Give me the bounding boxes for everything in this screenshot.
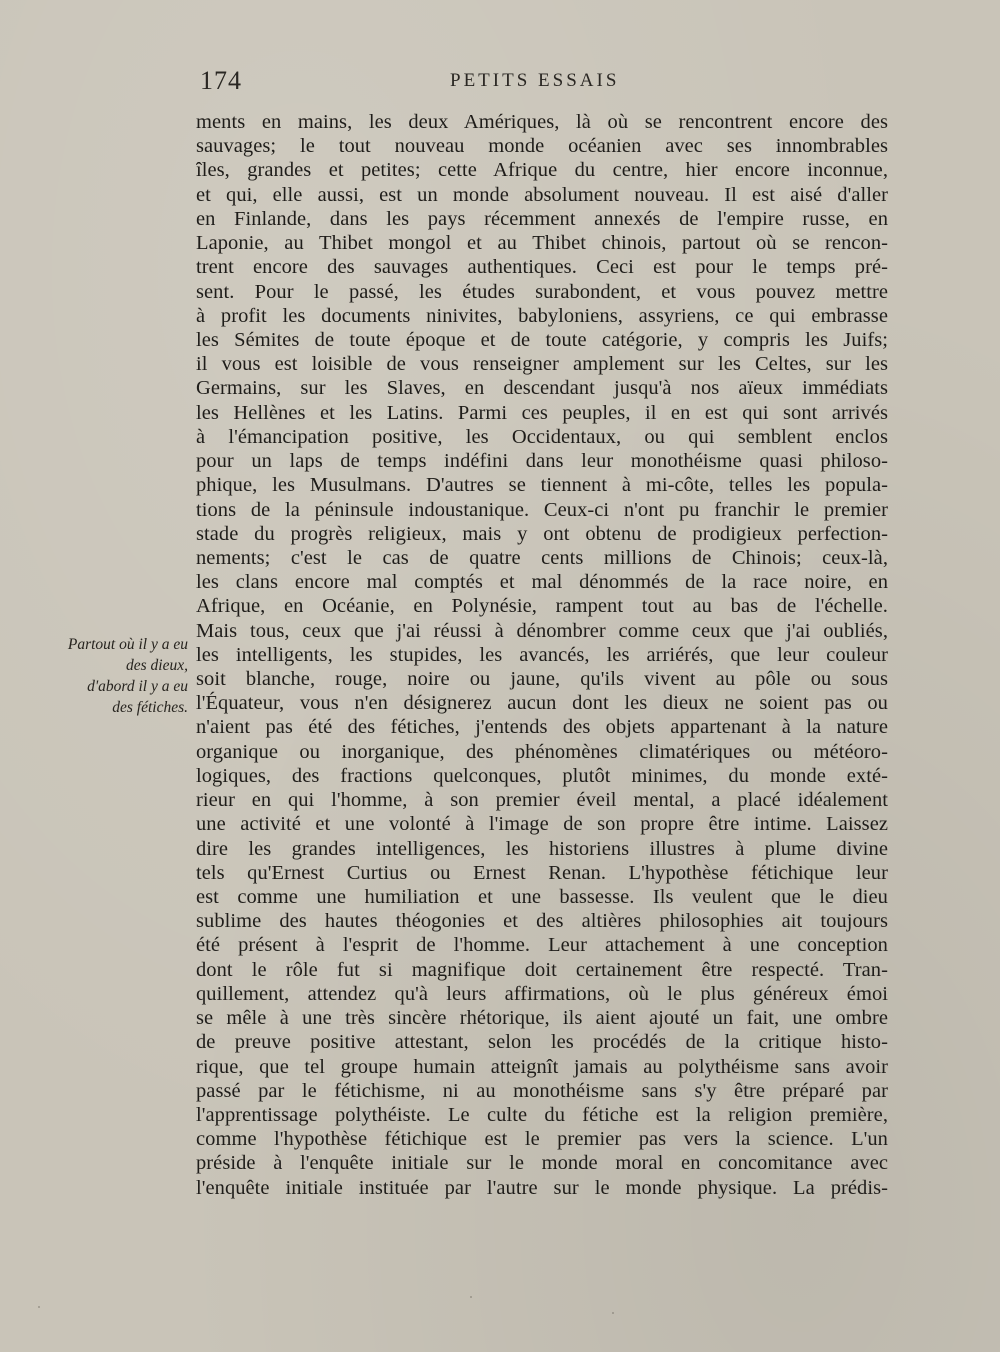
body-line: sublime des hautes théogonies et des altières philosophies ait toujours [196, 910, 888, 933]
body-line: les Sémites de toute époque et de toute catégorie, y compris les Juifs; [196, 328, 888, 351]
body-line: rieur en qui l'homme, à son premier éveil mental, a placé idéalement [196, 789, 888, 812]
body-line: Afrique, en Océanie, en Polynésie, rampent tout au bas de l'échelle. [196, 595, 888, 618]
body-line: l'Équateur, vous n'en désignerez aucun dont les dieux ne soient pas ou [196, 692, 888, 715]
body-line: logiques, des fractions quelconques, plutôt minimes, du monde exté- [196, 764, 888, 787]
body-line: ments en mains, les deux Amériques, là où se rencontrent encore des [196, 111, 888, 133]
body-line: îles, grandes et petites; cette Afrique du centre, hier encore inconnue, [196, 159, 888, 182]
body-line: dont le rôle fut si magnifique doit certainement être respecté. Tran- [196, 958, 888, 981]
body-line: stade du progrès religieux, mais y ont obtenu de prodigieux perfection- [196, 522, 888, 545]
body-text [196, 110, 888, 1200]
body-line: à l'émancipation positive, les Occidentaux, ou qui semblent enclos [196, 425, 888, 448]
body-line: il vous est loisible de vous renseigner amplement sur les Celtes, sur les [196, 353, 888, 376]
body-line: rique, que tel groupe humain atteignît jamais au polythéisme sans avoir [196, 1055, 888, 1078]
body-line: soit blanche, rouge, noire ou jaune, qu'ils vivent au pôle ou sous [196, 668, 888, 691]
body-line: les clans encore mal comptés et mal dénommés de la race noire, en [196, 571, 888, 594]
body-line: tels qu'Ernest Curtius ou Ernest Renan. L'hypothèse fétichique leur [196, 861, 888, 884]
body-line: l'enquête initiale instituée par l'autre sur le monde physique. La prédis- [196, 1176, 888, 1199]
body-line: tions de la péninsule indoustanique. Ceux-ci n'ont pu franchir le premier [196, 498, 888, 521]
running-head [200, 66, 890, 98]
body-line: se mêle à une très sincère rhétorique, ils aient ajouté un fait, une ombre [196, 1007, 888, 1030]
margin-note-line: des fétiches. [112, 699, 188, 716]
margin-note-line: des dieux, [126, 657, 188, 674]
margin-note-line: Partout où il y a eu [67, 636, 188, 653]
body-line: l'apprentissage polythéiste. Le culte du fétiche est la religion première, [196, 1103, 888, 1126]
body-line: été présent à l'esprit de l'homme. Leur attachement à une conception [196, 934, 888, 957]
body-line: Laponie, au Thibet mongol et au Thibet chinois, partout où se rencon- [196, 232, 888, 255]
margin-note [58, 634, 188, 718]
body-line: est comme une humiliation et une bassesse. Ils veulent que le dieu [196, 886, 888, 908]
body-line: passé par le fétichisme, ni au monothéisme sans s'y être préparé par [196, 1079, 888, 1102]
page-number: 174 [200, 66, 242, 95]
paper-speck [470, 1296, 472, 1298]
body-line: phique, les Musulmans. D'autres se tiennent à mi-côte, telles les popula- [196, 474, 888, 497]
body-line: sauvages; le tout nouveau monde océanien avec ses innombrables [196, 135, 888, 158]
body-line: une activité et une volonté à l'image de son propre être intime. Laissez [196, 813, 888, 836]
body-line: les Hellènes et les Latins. Parmi ces peuples, il en est qui sont arrivés [196, 401, 888, 424]
body-line: dire les grandes intelligences, les historiens illustres à plume divine [196, 837, 888, 860]
body-line: trent encore des sauvages authentiques. Ceci est pour le temps pré- [196, 256, 888, 279]
paper-speck [38, 1306, 40, 1308]
body-line: nements; c'est le cas de quatre cents millions de Chinois; ceux-là, [196, 546, 888, 569]
running-title: PETITS ESSAIS [450, 70, 620, 91]
paper-speck [612, 1312, 614, 1314]
body-line: quillement, attendez qu'à leurs affirmations, où le plus généreux émoi [196, 982, 888, 1005]
body-line: les intelligents, les stupides, les avancés, les arriérés, que leur couleur [196, 643, 888, 666]
body-line: Mais tous, ceux que j'ai réussi à dénombrer comme ceux que j'ai oubliés, [196, 619, 888, 642]
body-line: de preuve positive attestant, selon les procédés de la critique histo- [196, 1031, 888, 1054]
body-line: Germains, sur les Slaves, en descendant jusqu'à nos aïeux immédiats [196, 377, 888, 400]
body-line: sent. Pour le passé, les études surabondent, et vous pouvez mettre [196, 280, 888, 303]
body-line: pour un laps de temps indéfini dans leur monothéisme quasi philoso- [196, 450, 888, 473]
body-line: en Finlande, dans les pays récemment annexés de l'empire russe, en [196, 207, 888, 230]
margin-note-line: d'abord il y a eu [87, 678, 188, 695]
body-line: n'aient pas été des fétiches, j'entends des objets appartenant à la nature [196, 716, 888, 739]
body-line: organique ou inorganique, des phénomènes climatériques ou météoro- [196, 740, 888, 763]
body-line: et qui, elle aussi, est un monde absolument nouveau. Il est aisé d'aller [196, 183, 888, 206]
body-line: comme l'hypothèse fétichique est le premier pas vers la science. L'un [196, 1128, 888, 1151]
body-line: préside à l'enquête initiale sur le monde moral en concomitance avec [196, 1152, 888, 1175]
body-line: à profit les documents ninivites, babyloniens, assyriens, ce qui embrasse [196, 304, 888, 327]
